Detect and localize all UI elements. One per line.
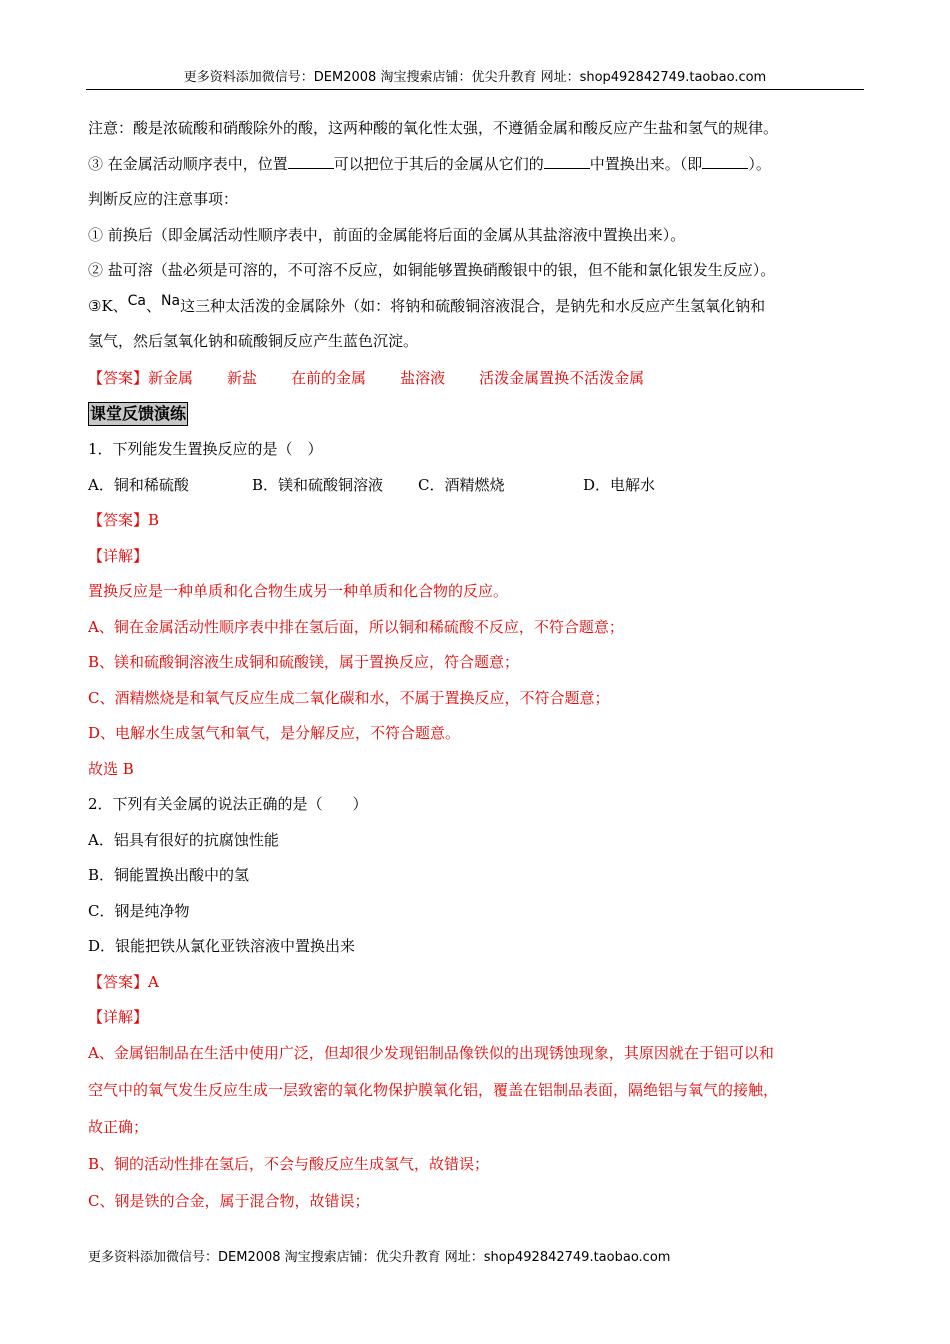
q1-answer: 【答案】B xyxy=(88,511,160,529)
answer-4: 盐溶液 xyxy=(400,369,446,387)
q2-answer: 【答案】A xyxy=(88,972,159,991)
q2-option-c: C．钢是纯净物 xyxy=(88,901,190,920)
note-paragraph: 注意：酸是浓硫酸和硝酸除外的酸，这两种酸的氧化性太强，不遵循金属和酸反应产生盐和氢气的规律。 xyxy=(88,119,779,137)
q2-explain-2: 故正确； xyxy=(88,1117,149,1136)
q1-options xyxy=(88,470,863,506)
judge-title: 判断反应的注意事项： xyxy=(88,190,239,208)
note-item-3 xyxy=(88,291,863,327)
page-header: 更多资料添加微信号：DEM2008 淘宝搜索店铺：优尖升教育 网址：shop492842749.taobao.com xyxy=(86,66,864,90)
rule-3-text-b: 可以把位于其后的金属从它们的 xyxy=(333,154,544,173)
q2-option-d: D．银能把铁从氯化亚铁溶液中置换出来 xyxy=(88,937,356,955)
fill-blank xyxy=(288,154,334,169)
note-item-2: ② 盐可溶（盐必须是可溶的，不可溶不反应，如铜能够置换硝酸银中的银，但不能和氯化银发生反应）。 xyxy=(88,261,776,279)
q1-option-a: A．铜和稀硫酸 xyxy=(88,475,189,494)
section-heading-row xyxy=(88,399,863,435)
q1-explain-3: C、酒精燃烧是和氧气反应生成二氧化碳和水，不属于置换反应，不符合题意； xyxy=(88,688,610,707)
q2-explain-3: B、铜的活动性排在氢后，不会与酸反应生成氢气，故错误； xyxy=(88,1154,490,1173)
fill-blank xyxy=(702,154,748,169)
page-footer: 更多资料添加微信号：DEM2008 淘宝搜索店铺：优尖升教育 网址：shop492842749.taobao.com xyxy=(88,1250,671,1265)
rule-3-paragraph xyxy=(88,149,863,185)
q2-explain-4: C、钢是铁的合金，属于混合物，故错误； xyxy=(88,1191,370,1210)
q1-explain-4: D、电解水生成氢气和氧气，是分解反应，不符合题意。 xyxy=(88,724,461,742)
item-3-text: 这三种太活泼的金属除外（如：将钠和硫酸铜溶液混合，是钠先和水反应产生氢氧化钠和 xyxy=(180,296,766,315)
q2-detail-label: 【详解】 xyxy=(88,1008,149,1026)
q2-option-b: B．铜能置换出酸中的氢 xyxy=(88,866,250,884)
q1-option-b: B．镁和硫酸铜溶液 xyxy=(252,475,384,494)
q1-explain-2: B、镁和硫酸铜溶液生成铜和硫酸镁，属于置换反应，符合题意； xyxy=(88,653,520,671)
q1-explain-0: 置换反应是一种单质和化合物生成另一种单质和化合物的反应。 xyxy=(88,582,509,600)
q2-stem: 2．下列有关金属的说法正确的是（ ） xyxy=(88,795,368,813)
rule-3-text-a: ③ 在金属活动顺序表中，位置 xyxy=(88,154,288,173)
fill-blank xyxy=(544,154,590,169)
answer-5: 活泼金属置换不活泼金属 xyxy=(479,369,645,387)
answer-label: 【答案】 xyxy=(88,369,149,387)
note-item-3-cont: 氢气，然后氢氧化钠和硫酸铜反应产生蓝色沉淀。 xyxy=(88,332,419,350)
q1-option-d: D．电解水 xyxy=(583,475,656,494)
q1-stem: 1．下列能发生置换反应的是（ ） xyxy=(88,440,323,458)
q1-detail-label: 【详解】 xyxy=(88,546,149,565)
section-title: 课堂反馈演练 xyxy=(88,402,188,426)
note-item-1: ① 前换后（即金属活动性顺序表中，前面的金属能将后面的金属从其盐溶液中置换出来）。 xyxy=(88,225,686,244)
rule-3-text-d: ）。 xyxy=(748,154,771,173)
symbol-na: Na xyxy=(161,292,181,309)
q1-explain-1: A、铜在金属活动性顺序表中排在氢后面，所以铜和稀硫酸不反应，不符合题意； xyxy=(88,617,624,636)
answer-3: 在前的金属 xyxy=(291,369,367,387)
document-body xyxy=(88,113,863,1223)
answer-block xyxy=(88,363,863,399)
symbol-ca: Ca xyxy=(127,292,147,309)
answer-1: 新金属 xyxy=(148,369,194,387)
q2-option-a: A．铝具有很好的抗腐蚀性能 xyxy=(88,830,279,849)
item-3-separator: 、 xyxy=(146,296,162,315)
q1-explain-5: 故选 B xyxy=(88,759,134,778)
answer-2: 新盐 xyxy=(227,369,258,387)
q2-explain-1: 空气中的氧气发生反应生成一层致密的氧化物保护膜氧化铝，覆盖在铝制品表面，隔绝铝与氧气的接触， xyxy=(88,1080,779,1099)
item-3-prefix: ③K、 xyxy=(88,296,128,315)
rule-3-text-c: 中置换出来。（即 xyxy=(589,154,703,173)
q1-option-c: C．酒精燃烧 xyxy=(418,475,505,494)
q2-explain-0: A、金属铝制品在生活中使用广泛，但却很少发现铝制品像铁似的出现锈蚀现象，其原因就在于铝可以和 xyxy=(88,1043,774,1062)
